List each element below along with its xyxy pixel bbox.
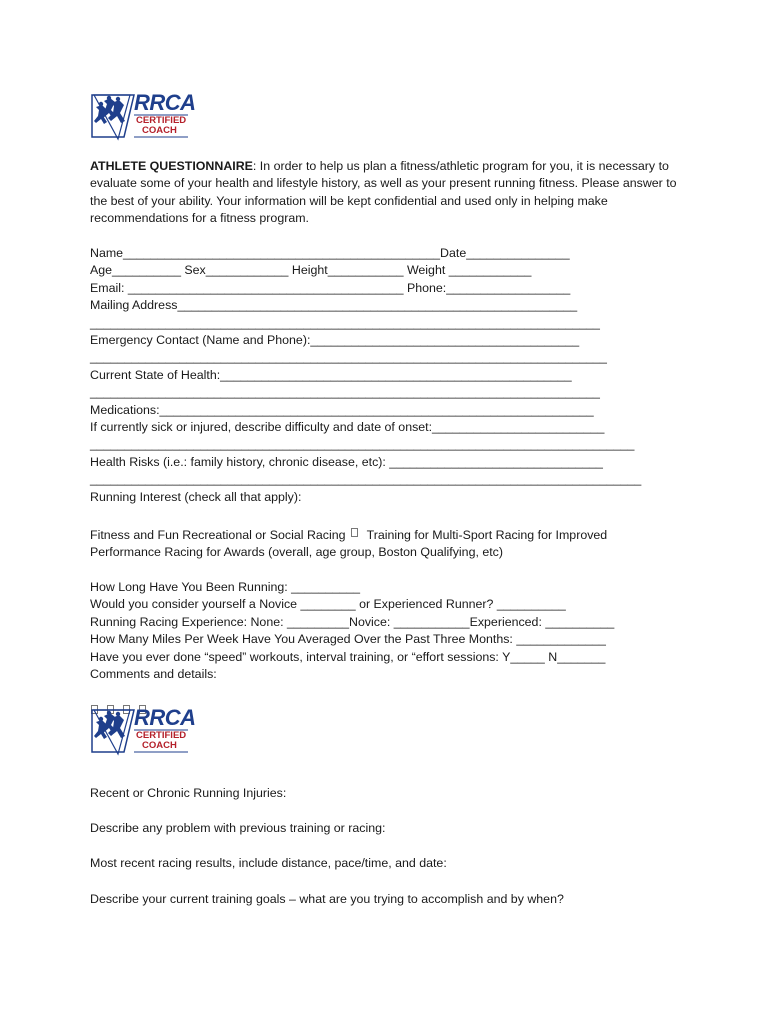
weekly-miles-field[interactable]: How Many Miles Per Week Have You Averaged Over the Past Three Months: _____________	[90, 632, 606, 647]
mailing-address-continued[interactable]: __________________________________________________________________________	[90, 315, 600, 330]
racing-results-question: Most recent racing results, include distance, pace/time, and date:	[90, 856, 447, 870]
racing-experience-field[interactable]: Running Racing Experience: None: _________Novice: ___________Experienced: __________	[90, 614, 615, 629]
health-risks-continued[interactable]: ________________________________________________________________________________	[90, 472, 642, 487]
mailing-address-field[interactable]: Mailing Address__________________________________________________________	[90, 298, 578, 313]
rrca-logo	[90, 706, 194, 762]
running-interest-options	[90, 527, 607, 562]
interest-option-line-1	[90, 527, 607, 544]
rrca-logo	[90, 91, 194, 147]
training-problems-question: Describe any problem with previous training or racing:	[90, 821, 386, 835]
interest-option-line-2: Performance Racing for Awards (overall, age group, Boston Qualifying, etc)	[90, 545, 503, 560]
health-state-field[interactable]: Current State of Health:___________________________________________________	[90, 367, 572, 382]
training-goals-question: Describe your current training goals – what are you trying to accomplish and by when?	[90, 892, 564, 906]
speed-workouts-field[interactable]: Have you ever done “speed” workouts, interval training, or “effort sessions: Y_____ N_______	[90, 649, 606, 664]
logo-brand-text: RRCA	[134, 90, 196, 115]
interest-option-multisport: Training for Multi-Sport Racing for Improved	[359, 528, 608, 542]
interest-option-fitness: Fitness and Fun Recreational or Social Racing	[90, 528, 349, 542]
email-phone-field[interactable]: Email: ________________________________________ Phone:__________________	[90, 280, 571, 295]
name-date-field[interactable]: Name______________________________________________Date_______________	[90, 246, 570, 260]
how-long-running-field[interactable]: How Long Have You Been Running: __________	[90, 580, 361, 594]
personal-info-form	[90, 245, 641, 506]
sick-injured-field[interactable]: If currently sick or injured, describe difficulty and date of onset:_________________________	[90, 420, 605, 435]
medications-field[interactable]: Medications:_______________________________________________________________	[90, 402, 594, 417]
health-risks-field[interactable]: Health Risks (i.e.: family history, chronic disease, etc): _______________________________	[90, 454, 603, 469]
questionnaire-heading: ATHLETE QUESTIONNAIRE	[90, 159, 253, 173]
logo-coach-text: COACH	[142, 125, 177, 136]
emergency-contact-field[interactable]: Emergency Contact (Name and Phone):_______________________________________	[90, 333, 580, 348]
logo-certified-text: CERTIFIED	[136, 730, 187, 741]
running-interest-label: Running Interest (check all that apply):	[90, 489, 302, 504]
sick-injured-continued[interactable]: _______________________________________________________________________________	[90, 437, 635, 452]
age-sex-height-weight-field[interactable]: Age__________ Sex____________ Height___________ Weight ____________	[90, 263, 532, 278]
health-state-continued[interactable]: __________________________________________________________________________	[90, 385, 600, 400]
logo-certified-text: CERTIFIED	[136, 115, 187, 126]
comments-label: Comments and details:	[90, 667, 217, 682]
injuries-question: Recent or Chronic Running Injuries:	[90, 786, 287, 800]
novice-experienced-field[interactable]: Would you consider yourself a Novice ________ or Experienced Runner? __________	[90, 597, 566, 612]
intro-paragraph	[90, 158, 690, 228]
checkbox[interactable]	[351, 528, 358, 537]
intro-text: : In order to help us plan a fitness/athletic program for you, it is necessary to evaluate some of your health and lifestyle history, as well as your present running fitness. Please answer to the best of your ability. Your information will be kept confidential and used only in helping make recommendations for a fitness program.	[90, 159, 677, 226]
logo-coach-text: COACH	[142, 740, 177, 751]
logo-brand-text: RRCA	[134, 705, 196, 730]
running-history-section	[90, 579, 614, 683]
emergency-contact-continued[interactable]: ___________________________________________________________________________	[90, 350, 607, 365]
